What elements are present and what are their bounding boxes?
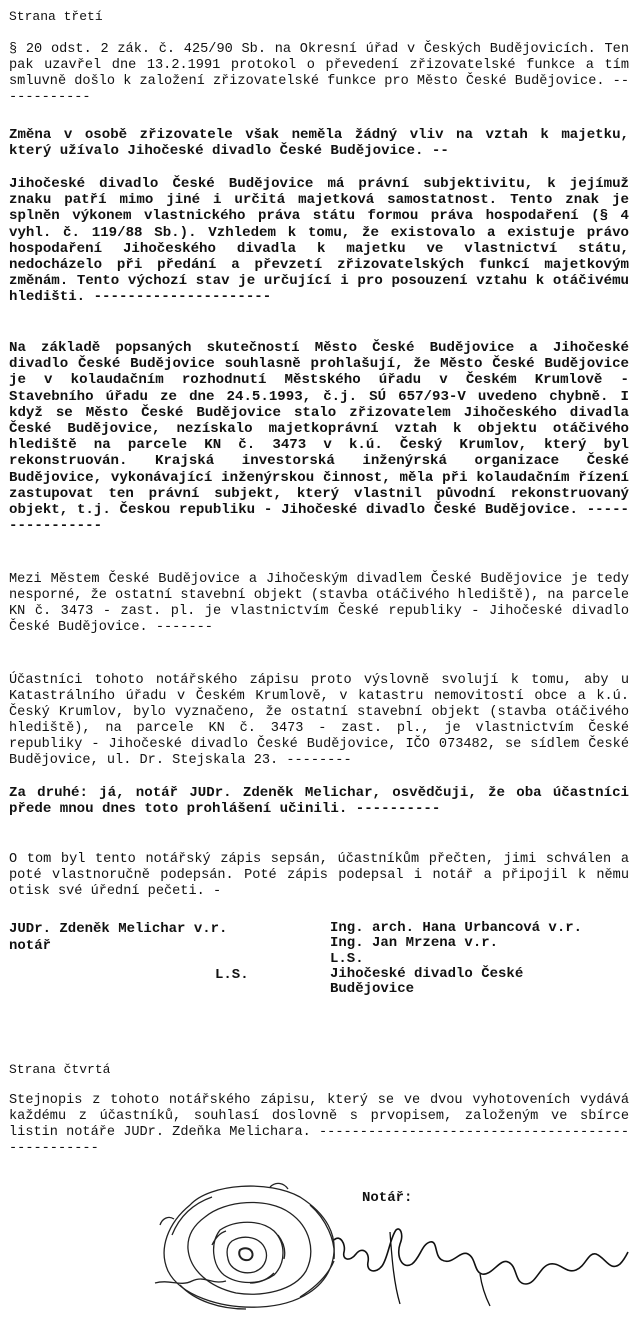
paragraph-2: Změna v osobě zřizovatele však neměla žádný vliv na vztah k majetku, který užívalo Jihočeské divadlo České Budějovice. --	[9, 127, 629, 160]
participant-line: L.S.	[330, 950, 364, 967]
paragraph-4: Na základě popsaných skutečností Město České Budějovice a Jihočeské divadlo České Budějovice souhlasně prohlašují, že Město České Budějovice je v kolaudačním rozhodnutí Městského úřadu v Českém Krumlově - Stavebního úřadu ze dne 24.5.1993, č.j. SÚ 657/93-V uvedeno chybně. I když se Město České Budějovice stalo zřizovatelem Jihočeského divadla České Budějovice, nezískalo majetkoprávní vztah k objektu otáčivého hlediště na parcele KN č. 3473 v k.ú. Český Krumlov, který byl rekonstruován. Krajská investorská inženýrská organizace České Budějovice, vykonávající inženýrskou činnost, měla při kolaudačním řízení zastupovat ten právní subjekt, který vlastnil původní rekonstruovaný objekt, t.j. Českou republiku - Jihočeské divadlo České Budějovice. ----------------	[9, 340, 629, 535]
page-four-heading: Strana čtvrtá	[9, 1062, 111, 1077]
official-seal-icon	[150, 1175, 350, 1315]
participant-line: Ing. Jan Mrzena v.r.	[330, 935, 499, 952]
paragraph-6: Účastníci tohoto notářského zápisu proto výslovně svolují k tomu, aby u Katastrálního úřadu v Českém Krumlově, v katastru nemovitostí obce a k.ú. Český Krumlov, bylo vyznačeno, že ostatní stavební objekt (stavba otáčivého hlediště), na parcele KN č. 3473 - zast. pl., je vlastnictvím České republiky - Jihočeské divadlo České Budějovice, IČO 073482, se sídlem České Budějovice, ul. Dr. Stejskala 23. --------	[9, 673, 629, 768]
participant-line: Ing. arch. Hana Urbancová v.r.	[330, 920, 583, 936]
notary-name: JUDr. Zdeněk Melichar v.r.	[9, 921, 228, 937]
participant-line: Budějovice	[330, 981, 415, 998]
paragraph-3: Jihočeské divadlo České Budějovice má právní subjektivitu, k jejímuž znaku patří mimo jiné i určitá majetková samostatnost. Tento znak je splněn výkonem vlastnického práva státu formou práva hospodaření (§ 4 vyhl. č. 119/88 Sb.). Vzhledem k tomu, že existovalo a existuje právo hospodaření Jihočeského divadla k majetku ve vlastnictví státu, nedocházelo při předání a převzetí zřizovatelských funkcí majetkovým změnám. Tento výchozí stav je určující i pro posouzení vztahu k otáčivému hledišti. ---------------------	[9, 176, 629, 306]
page-three-heading: Strana třetí	[9, 9, 103, 24]
copy-attestation-paragraph: Stejnopis z tohoto notářského zápisu, který se ve dvou vyhotoveních vydává každému z účastníků, souhlasí doslovně s prvopisem, založeným ve sbírce listin notáře JUDr. Zdeňka Melichara. -------------------------------------------------	[9, 1093, 629, 1156]
participants-signature-block	[330, 921, 582, 997]
paragraph-8: O tom byl tento notářský zápis sepsán, účastníkům přečten, jimi schválen a poté vlastnoručně podepsán. Poté zápis podepsal i notář a připojil k němu otisk své úřední pečeti. -	[9, 852, 629, 899]
notary-signature-block	[9, 921, 227, 954]
paragraph-1: § 20 odst. 2 zák. č. 425/90 Sb. na Okresní úřad v Českých Budějovicích. Ten pak uzavřel dne 13.2.1991 protokol o převedení zřizovatelské funkce a tím smluvně došlo k založení zřizovatelské funkce pro Město České Budějovice. ------------	[9, 42, 629, 105]
notary-handwritten-signature-icon	[330, 1200, 630, 1310]
notary-label: Notář:	[362, 1190, 413, 1206]
paragraph-7: Za druhé: já, notář JUDr. Zdeněk Melichar, osvědčuji, že oba účastníci přede mnou dnes toto prohlášení učinili. ----------	[9, 785, 629, 818]
notary-ls-mark: L.S.	[215, 967, 249, 983]
notary-role: notář	[9, 937, 52, 954]
participant-line: Jihočeské divadlo České	[330, 965, 524, 982]
paragraph-5: Mezi Městem České Budějovice a Jihočeským divadlem České Budějovice je tedy nesporné, že ostatní stavební objekt (stavba otáčivého hlediště), na parcele KN č. 3473 - zast. pl. je vlastnictvím České republiky - Jihočeské divadlo České Budějovice. -------	[9, 572, 629, 635]
